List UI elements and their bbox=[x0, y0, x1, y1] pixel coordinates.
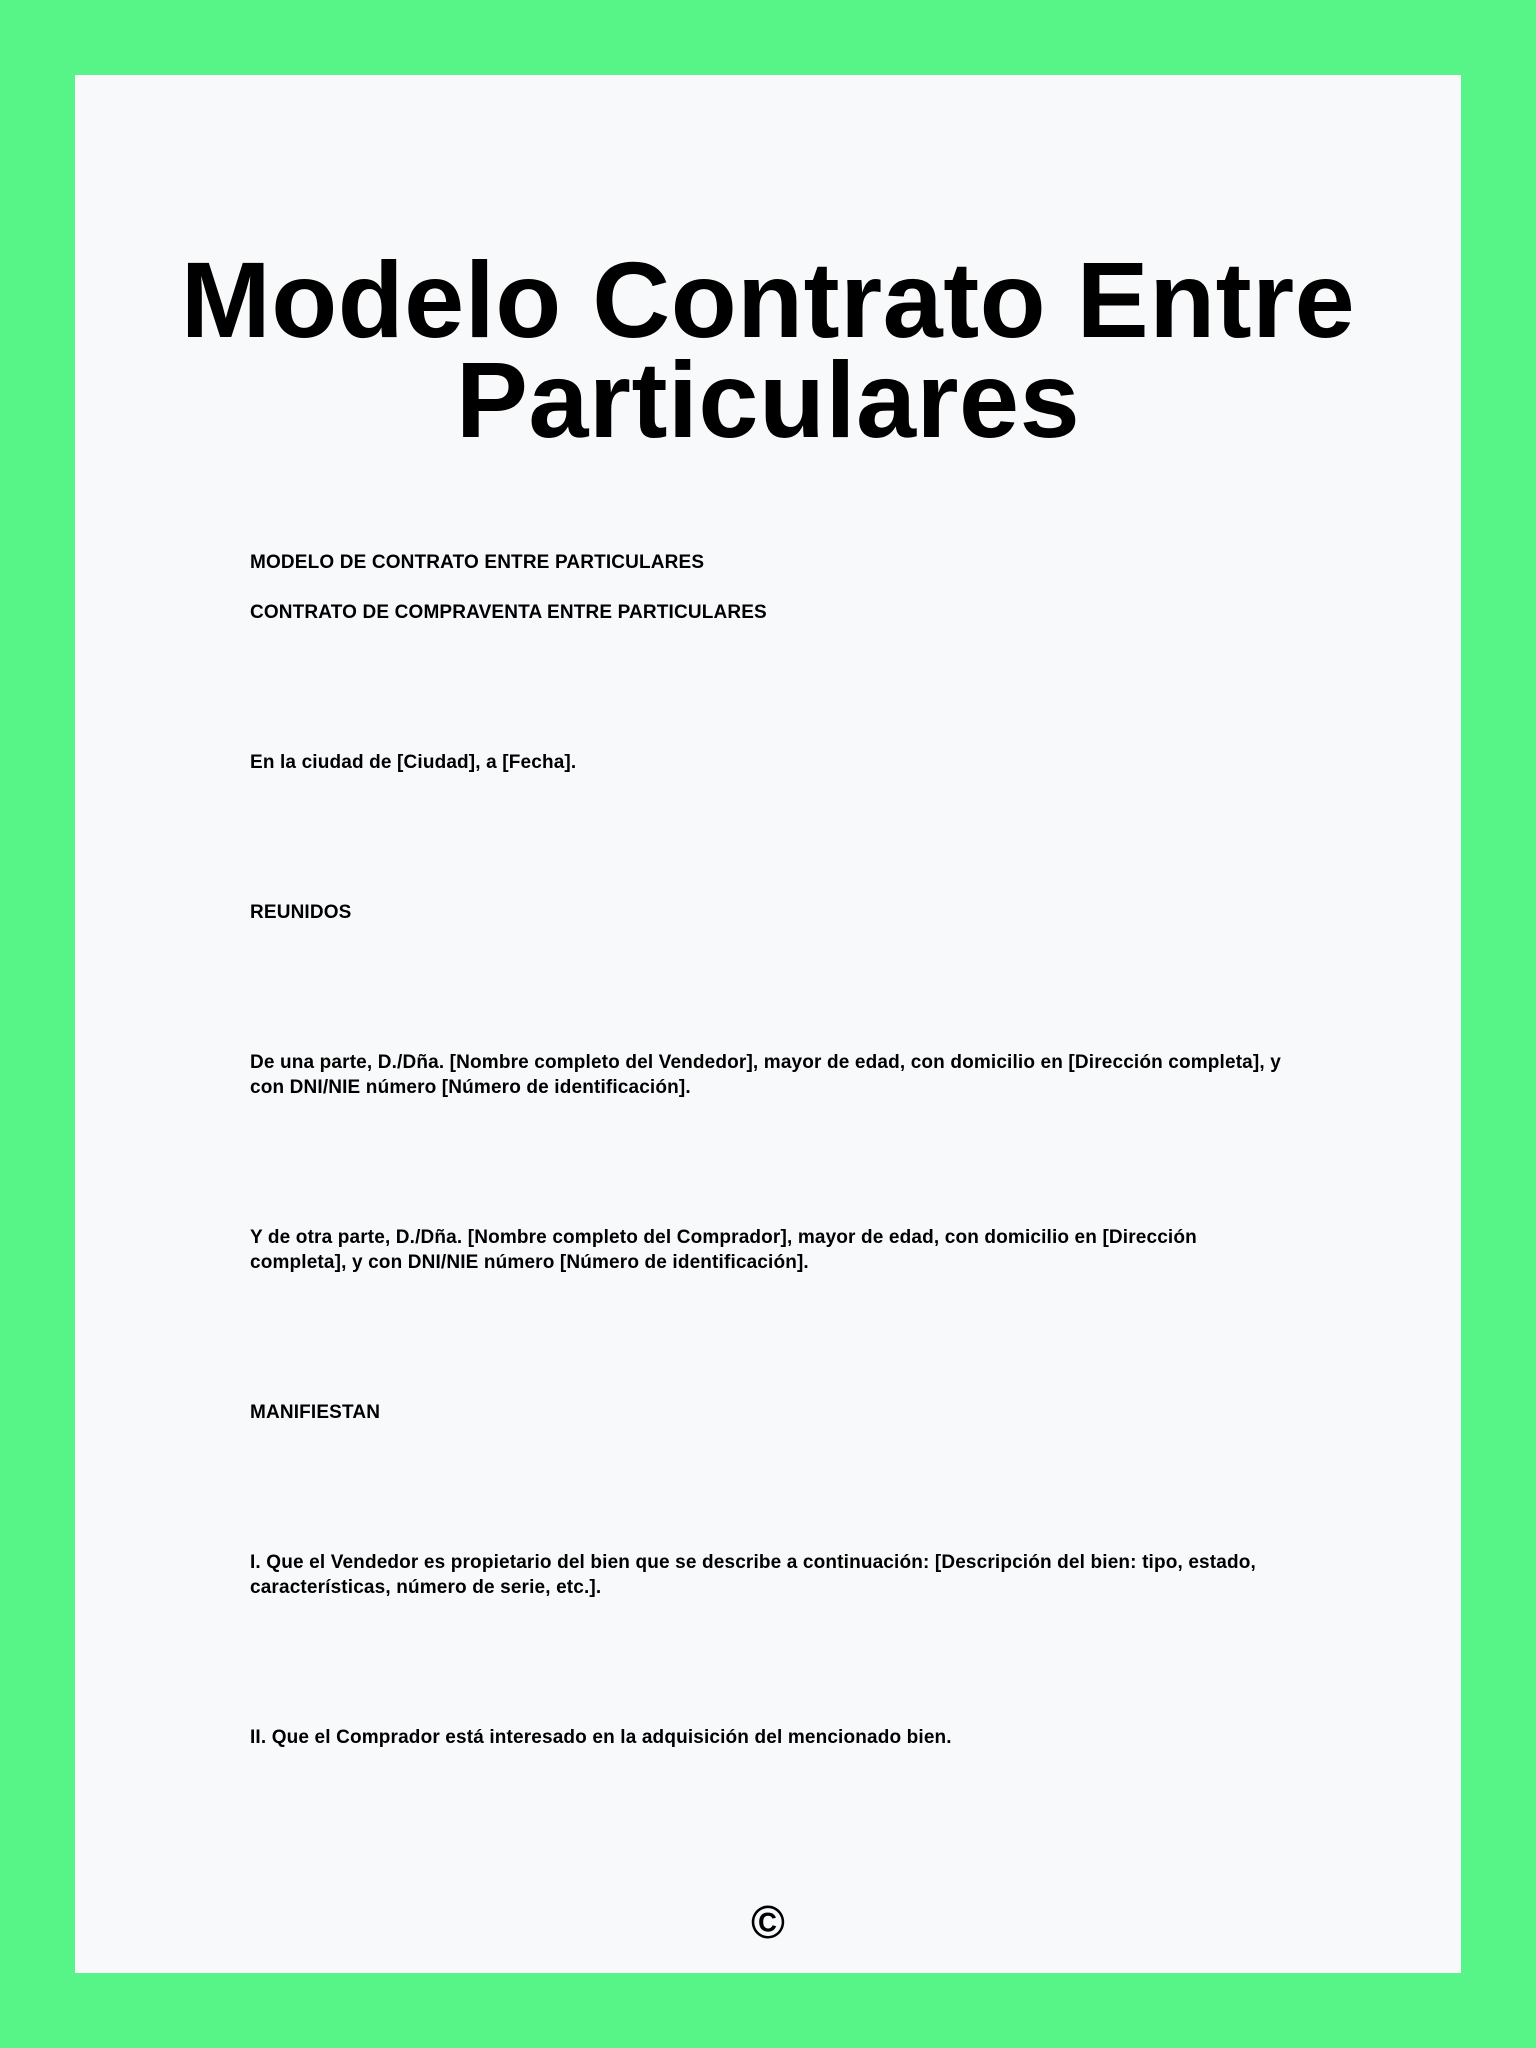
paragraph-city-date: En la ciudad de [Ciudad], a [Fecha]. bbox=[250, 752, 577, 773]
document-title: Modelo Contrato Entre Particulares bbox=[180, 239, 1356, 460]
heading-model: MODELO DE CONTRATO ENTRE PARTICULARES bbox=[250, 552, 705, 573]
document-page bbox=[75, 75, 1461, 1973]
paragraph-buyer: Y de otra parte, D./Dña. [Nombre completo del Comprador], mayor de edad, con domicilio en [Dirección completa], y con DNI/NIE número [Número de identificación]. bbox=[250, 1227, 1197, 1273]
paragraph-seller: De una parte, D./Dña. [Nombre completo del Vendedor], mayor de edad, con domicilio en [Dirección completa], y con DNI/NIE número [Número de identificación]. bbox=[250, 1052, 1281, 1098]
paragraph-clause-ii: II. Que el Comprador está interesado en la adquisición del mencionado bien. bbox=[250, 1727, 952, 1748]
paragraph-clause-i: I. Que el Vendedor es propietario del bien que se describe a continuación: [Descripción del bien: tipo, estado, características, número de serie, etc.]. bbox=[250, 1552, 1256, 1598]
copyright-icon: © bbox=[751, 1896, 785, 1948]
section-heading-manifiestan: MANIFIESTAN bbox=[250, 1402, 381, 1423]
heading-contract-type: CONTRATO DE COMPRAVENTA ENTRE PARTICULARES bbox=[250, 602, 767, 623]
section-heading-reunidos: REUNIDOS bbox=[250, 902, 352, 923]
